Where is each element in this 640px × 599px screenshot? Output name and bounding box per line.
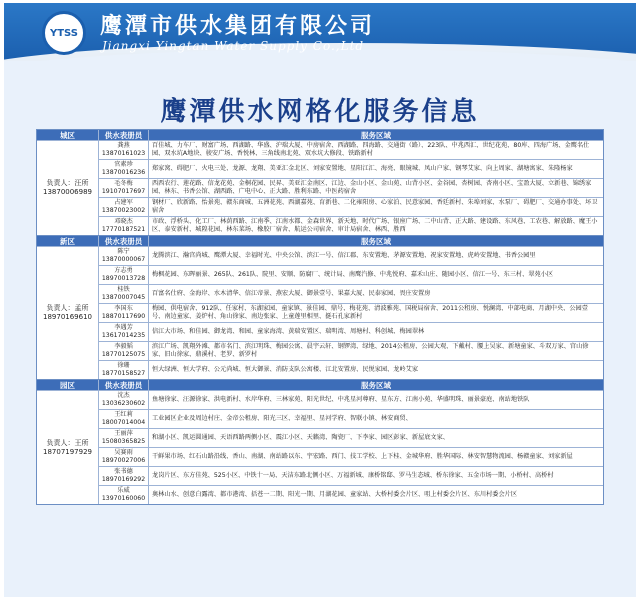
area-column-header: 服务区域 <box>361 236 391 246</box>
table-row <box>99 141 603 160</box>
company-header <box>4 3 636 61</box>
area-column-header: 服务区域 <box>361 380 391 390</box>
manager-cell <box>99 429 149 447</box>
manager-column-header: 供水表册员 <box>99 380 149 391</box>
manager-phone: 18970027006 <box>101 457 146 464</box>
table-row <box>99 391 603 410</box>
service-area-cell: 百富名仕府、金海岸、水木清华、信江帝景、燕宏大厦、御景壹号、果嘉大厦、民泰家园、畏庄安置房 <box>152 290 431 297</box>
manager-phone: 19107017697 <box>101 188 146 195</box>
service-area-cell: 市政、浮桥头、化工厂、林荫西路、江南季、江南水都、金森世界、新天地、时代广场、银座广场、二中山背、正大路、建设路、东风巷、工农巷、解放路、魔王小区、泰安新村、城隍花园、林东菜场、橡胶厂宿舍、航运公司宿舍、审计局宿舍、林西、胜西 <box>152 218 598 233</box>
manager-phone: 18970013728 <box>101 275 146 282</box>
manager-cell <box>99 198 149 216</box>
manager-name: 占建军 <box>114 199 133 206</box>
manager-phone: 13617014235 <box>101 332 146 339</box>
district-leader: 负责人：汪所 13870006989 <box>37 141 99 235</box>
service-area-cell: 龙腾滨江、瀚宫尚城、鹰潭大厦、幸福时光、中央公馆、滨江一号、信江郡、东安置地、茅源安置地、祝家安置地、虎岭安置地、书香公园里 <box>152 252 536 259</box>
manager-phone: 13870161023 <box>101 150 146 157</box>
manager-column-header: 供水表册员 <box>99 236 149 247</box>
service-area-cell: 梅枫花园、东晖丽景、265队、261队、院里、安顺、防腐厂、统计局、南鹰汽修、中兆悦府、嘉禾山庄、随园小区、信江一号、东三村、翠苑小区 <box>152 271 554 278</box>
service-area-cell: 恒大绿洲、恒大学府、公元尚城、恒大御景、消防支队公寓楼、江北安置房、民悦家园、龙岭艾家 <box>152 366 419 373</box>
manager-phone: 13870007045 <box>101 294 146 301</box>
manager-phone: 13870016236 <box>101 169 146 176</box>
table-row <box>99 160 603 179</box>
table-row <box>99 486 603 504</box>
district-section <box>37 247 603 380</box>
manager-name: 毛冬梅 <box>114 180 133 187</box>
manager-cell <box>99 486 149 504</box>
manager-phone: 18870117690 <box>101 313 146 320</box>
manager-name: 沈杰 <box>117 392 130 399</box>
section-header-row <box>37 380 603 391</box>
manager-phone: 13970160060 <box>101 495 146 502</box>
poster <box>4 3 636 597</box>
table-row <box>99 266 603 285</box>
manager-cell <box>99 160 149 178</box>
manager-phone: 18770158527 <box>101 370 146 377</box>
manager-name: 张书德 <box>114 468 133 475</box>
manager-phone: 18970169292 <box>101 476 146 483</box>
manager-cell <box>99 391 149 409</box>
manager-phone: 15080365825 <box>101 438 146 445</box>
manager-phone: 18007014004 <box>101 419 146 426</box>
table-row <box>99 361 603 379</box>
district-section <box>37 391 603 504</box>
table-row <box>99 247 603 266</box>
manager-cell <box>99 448 149 466</box>
service-area-cell: 龙岗片区、东方佳苑、525小区、中铁十一局、天洁东路北侧小区、万福新城、康桥铭邸、罗马生态城、桥东徐家、五金市场一期、小桥村、高桥村 <box>152 472 554 479</box>
table-row <box>99 410 603 429</box>
manager-name: 方志勇 <box>114 267 133 274</box>
manager-cell <box>99 141 149 159</box>
table-row <box>99 217 603 235</box>
table-row <box>99 448 603 467</box>
manager-name: 龚燕 <box>117 142 130 149</box>
manager-cell <box>99 467 149 485</box>
manager-name: 陈宁 <box>117 248 130 255</box>
manager-cell <box>99 247 149 265</box>
manager-column-header: 供水表册员 <box>99 130 149 141</box>
service-area-cell: 信江大市场、和佳园、御龙湾、和园、童家海湾、黄瑞安置区、瑞明湾、周塘村、科创城、梅园翠林 <box>152 328 425 335</box>
manager-phone: 13870023002 <box>101 207 146 214</box>
section-header-row <box>37 236 603 247</box>
manager-cell <box>99 266 149 284</box>
area-column-header: 服务区域 <box>361 130 391 140</box>
manager-phone: 13036230602 <box>101 400 146 407</box>
manager-cell <box>99 179 149 197</box>
service-table <box>36 129 604 505</box>
district-label: 城区 <box>37 130 99 141</box>
district-leader: 负责人：孟所 18970169610 <box>37 247 99 379</box>
district-leader: 负责人：王所 18707197929 <box>37 391 99 504</box>
manager-cell <box>99 285 149 303</box>
service-area-cell: 干鲜果市场、红石山路沿线、香山、南湖、南站路以东、宇宏路、西门、技工学校、上下桂、金城华府、胜华国际、林安智慧物流园、杨赣童家、刘家新屋 <box>152 453 573 460</box>
manager-name: 乐威 <box>117 487 130 494</box>
company-logo-icon: YTSS <box>42 11 86 55</box>
table-row <box>99 467 603 486</box>
manager-phone: 17770187521 <box>101 226 146 233</box>
manager-name: 徐珊 <box>117 362 130 369</box>
service-area-cell: 工业园区企业及周边村庄、金帝公租房、阳光三区、幸福里、星河学府、智联小镇、林安商贸、 <box>152 415 412 422</box>
manager-cell <box>99 410 149 428</box>
manager-phone: 13870000067 <box>101 256 146 263</box>
table-row <box>99 342 603 361</box>
manager-name: 邓晓杰 <box>114 218 133 225</box>
manager-name: 李毅韬 <box>114 343 133 350</box>
service-area-cell: 百佳城、力车厂、财富广场、西湖路、华盛、沪瑞大厦、中房宿舍、西湖路、四海路、交通街（路）、223队、中兆西汇、世纪花苑、80库、四海广场、金鹰名仕园、双水坑A地块、骏安广场、香悦林、三角线南北苑、双水坑大修段、铁路新村 <box>152 142 590 157</box>
manager-name: 李遇芳 <box>114 324 133 331</box>
service-area-cell: 滨江广场、凯翔外滩、都市名门、滨江明珠、梅园公寓、晨宇云轩、钢锣湾、绿地、2014公租房、公园大观、下戴村、腰上吴家、新塘童家、斗双万家、宫山徐家、旧山徐家、鼎溪村、老罗、新罗村 <box>152 343 589 358</box>
table-row <box>99 323 603 342</box>
service-area-cell: 奥林山水、创意白露湾、都市港湾、括苍一二期、阳光一期、月湖花园、童家站、大桥村委会片区、咀上村委会片区、东川村委会片区 <box>152 491 518 498</box>
manager-cell <box>99 217 149 235</box>
table-row <box>99 304 603 323</box>
table-row <box>99 179 603 198</box>
service-area-cell: 梅园、供电宿舍、912队、任家村、东湖家园、童家镇、景佳园、鼎号、梅花苑、清波雅苑、国税局宿舍、2011公租房、悦澜湾、中部电商、月湖中央、公园壹号、南边童家、姜炉村、角山徐家、南边张家、上童莲里相里、挺石孔家新村 <box>152 305 588 320</box>
service-area-cell: 和湖小区、凯运圆通园、天语西路两侧小区、震江小区、天籁湾、陶瓷厂、下李家、园区彭家、新屋底文家、 <box>152 434 449 441</box>
manager-name: 吴赛雨 <box>114 449 133 456</box>
district-label: 园区 <box>37 380 99 391</box>
manager-name: 官素珍 <box>114 161 133 168</box>
manager-cell <box>99 361 149 379</box>
manager-name: 王丽萍 <box>114 430 133 437</box>
manager-cell <box>99 323 149 341</box>
manager-name: 李国东 <box>114 305 133 312</box>
service-area-cell: 鱼塘徐家、汪源徐家、洪电新村、水岸华府、三林家苑、阳光世纪、中兆星河尊府、星东方、江南小苑、华盛明珠、丽景豪庭、南站地铁队 <box>152 396 530 403</box>
manager-name: 桂铁 <box>117 286 130 293</box>
district-label: 新区 <box>37 236 99 247</box>
service-area-cell: 钢材厂、欣新路、怡景苑、赣东商城、五洲花苑、西湖嘉苑、育新巷、二化雍阳房、心家泊、民意家园、香廷新村、朱埠刘家、水泵厂、碍肥厂、交通办事处、坏卫宿舍 <box>152 199 598 214</box>
table-row <box>99 198 603 217</box>
table-row <box>99 429 603 448</box>
company-name-cn: 鹰潭市供水集团有限公司 <box>100 13 376 39</box>
table-row <box>99 285 603 304</box>
district-section <box>37 141 603 236</box>
section-header-row <box>37 130 603 141</box>
manager-cell <box>99 304 149 322</box>
manager-phone: 18770125075 <box>101 351 146 358</box>
service-area-cell: 西西农行、莲花路、信龙花苑、金桐花园、民昇、美亚汇金南区、江边、金山小区、金山苑、山背小区、金谷园、杏树园、杏南小区、宝盈大厦、立新巷、锦绣家园、林东、书香公馆、湖西路、广电中心、正大路、胜利东路、中医药宿舍 <box>152 180 592 195</box>
company-name-en: Jiangxi Yingtan Water Supply Co.,Ltd <box>102 39 365 53</box>
manager-cell <box>99 342 149 360</box>
service-area-cell: 郑家窝、碍肥厂、火电三处、龙源、龙翔、美亚汇金北区、刘家安置地、星阳江汇、海亮、眼镜城、凤山户家、钢琴艾家、向上周家、湖塘寓家、朱隆杨家 <box>152 165 573 172</box>
page-title: 鹰潭供水网格化服务信息 <box>160 97 480 127</box>
manager-name: 王红莉 <box>114 411 133 418</box>
